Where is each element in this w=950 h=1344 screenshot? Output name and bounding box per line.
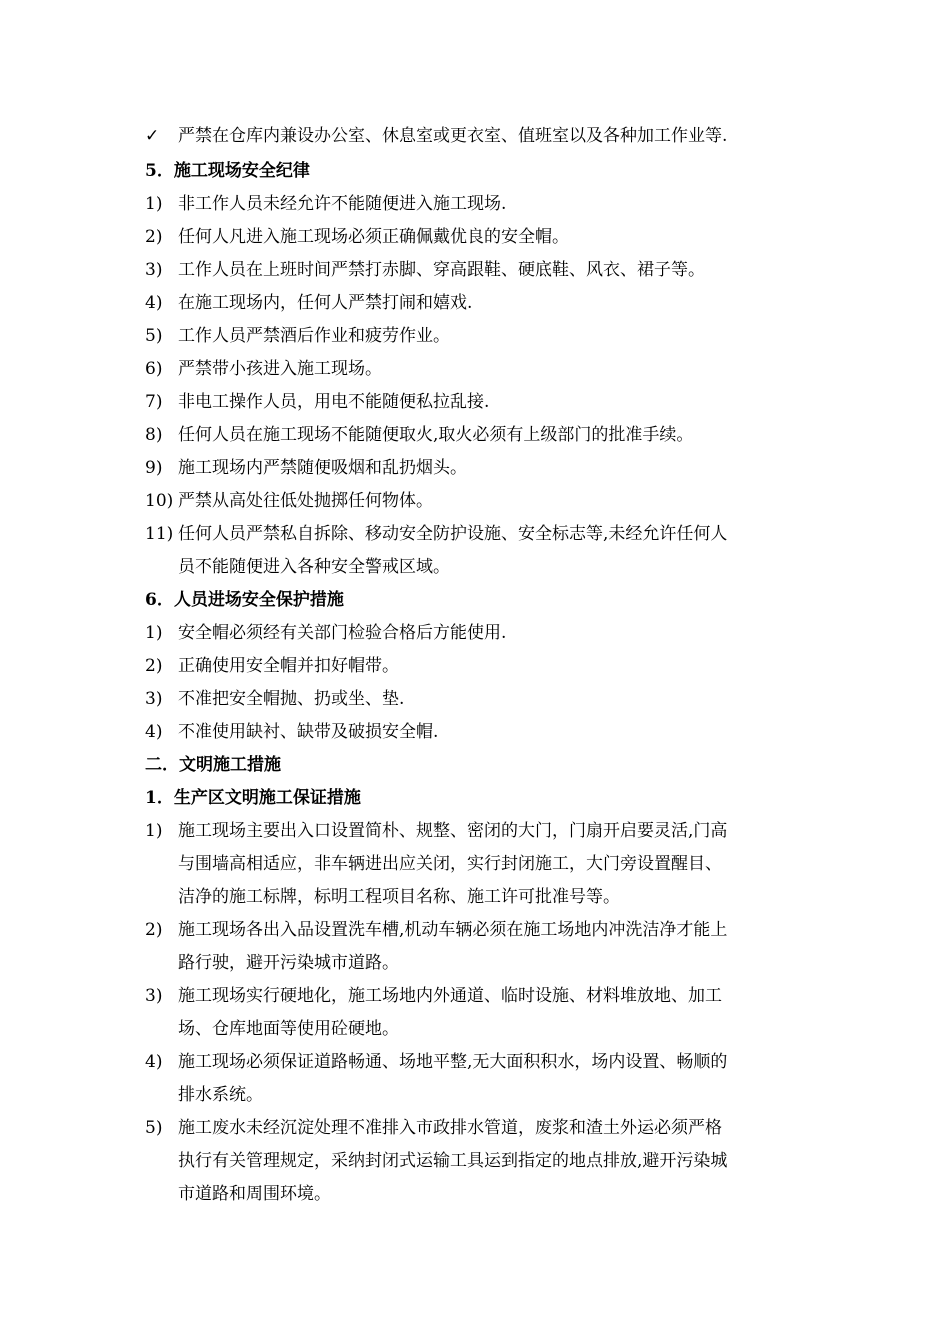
- list-item-text: 不准把安全帽抛、扔或坐、垫.: [178, 689, 405, 709]
- list-item-number: 3): [145, 689, 163, 709]
- list-item-text: 排水系统。: [178, 1085, 263, 1105]
- list-item-number: 11): [145, 524, 174, 544]
- list-item-text: 非电工操作人员，用电不能随便私拉乱接.: [178, 392, 490, 412]
- list-item-text: 施工现场主要出入口设置简朴、规整、密闭的大门，门扇开启要灵活,门高: [178, 821, 728, 841]
- list-item-text: 施工现场各出入品设置洗车槽,机动车辆必须在施工场地内冲洗洁净才能上: [178, 920, 728, 940]
- list-item-number: 5): [145, 1118, 163, 1138]
- list-item-text: 工作人员严禁酒后作业和疲劳作业。: [178, 326, 450, 346]
- list-item-number: 2): [145, 920, 163, 940]
- list-item-text: 员不能随便进入各种安全警戒区域。: [178, 557, 450, 577]
- list-item-number: 5): [145, 326, 163, 346]
- list-item-text: 任何人员在施工现场不能随便取火,取火必须有上级部门的批准手续。: [178, 425, 694, 445]
- list-item-number: 1): [145, 821, 163, 841]
- list-item-number: 7): [145, 392, 163, 412]
- list-item-number: 6): [145, 359, 163, 379]
- list-item-text: 安全帽必须经有关部门检验合格后方能使用.: [178, 623, 507, 643]
- section-heading: 5．施工现场安全纪律: [145, 161, 310, 181]
- list-item-text: 施工废水未经沉淀处理不准排入市政排水管道，废浆和渣土外运必须严格: [178, 1118, 722, 1138]
- list-item-text: 路行驶，避开污染城市道路。: [178, 953, 399, 973]
- list-item-text: 与围墙高相适应，非车辆进出应关闭，实行封闭施工，大门旁设置醒目、: [178, 854, 722, 874]
- part-heading: 二．文明施工措施: [145, 755, 281, 775]
- list-item-text: 非工作人员未经允许不能随便进入施工现场.: [178, 194, 507, 214]
- list-item-text: 施工现场内严禁随便吸烟和乱扔烟头。: [178, 458, 467, 478]
- list-item-number: 4): [145, 1052, 163, 1072]
- section-heading: 1．生产区文明施工保证措施: [145, 788, 361, 808]
- list-item-text: 不准使用缺衬、缺带及破损安全帽.: [178, 722, 439, 742]
- list-item-text: 任何人凡进入施工现场必须正确佩戴优良的安全帽。: [178, 227, 569, 247]
- list-item-number: 2): [145, 227, 163, 247]
- list-item-number: 3): [145, 986, 163, 1006]
- list-item-text: 严禁在仓库内兼设办公室、休息室或更衣室、值班室以及各种加工作业等.: [178, 126, 728, 146]
- list-item-number: 2): [145, 656, 163, 676]
- list-item-number: 8): [145, 425, 163, 445]
- list-item-text: 施工现场实行硬地化，施工场地内外通道、临时设施、材料堆放地、加工: [178, 986, 722, 1006]
- list-item-text: 场、仓库地面等使用砼硬地。: [178, 1019, 399, 1039]
- list-item-number: 10): [145, 491, 174, 511]
- list-item-text: 市道路和周围环境。: [178, 1184, 331, 1204]
- section-heading: 6．人员进场安全保护措施: [145, 590, 344, 610]
- list-item-number: 1): [145, 623, 163, 643]
- list-item-number: 1): [145, 194, 163, 214]
- list-item-number: 4): [145, 722, 163, 742]
- list-item-number: 3): [145, 260, 163, 280]
- checkmark-icon: ✓: [145, 126, 160, 146]
- list-item-text: 严禁带小孩进入施工现场。: [178, 359, 382, 379]
- list-item-text: 严禁从高处往低处抛掷任何物体。: [178, 491, 433, 511]
- list-item-text: 洁净的施工标牌，标明工程项目名称、施工许可批准号等。: [178, 887, 620, 907]
- list-item-number: 4): [145, 293, 163, 313]
- list-item-text: 在施工现场内，任何人严禁打闹和嬉戏.: [178, 293, 473, 313]
- list-item-text: 执行有关管理规定，采纳封闭式运输工具运到指定的地点排放,避开污染城: [178, 1151, 728, 1171]
- list-item-text: 正确使用安全帽并扣好帽带。: [178, 656, 399, 676]
- list-item-number: 9): [145, 458, 163, 478]
- list-item-text: 工作人员在上班时间严禁打赤脚、穿高跟鞋、硬底鞋、风衣、裙子等。: [178, 260, 705, 280]
- list-item-text: 施工现场必须保证道路畅通、场地平整,无大面积积水，场内设置、畅顺的: [178, 1052, 728, 1072]
- list-item-text: 任何人员严禁私自拆除、移动安全防护设施、安全标志等,未经允许任何人: [178, 524, 728, 544]
